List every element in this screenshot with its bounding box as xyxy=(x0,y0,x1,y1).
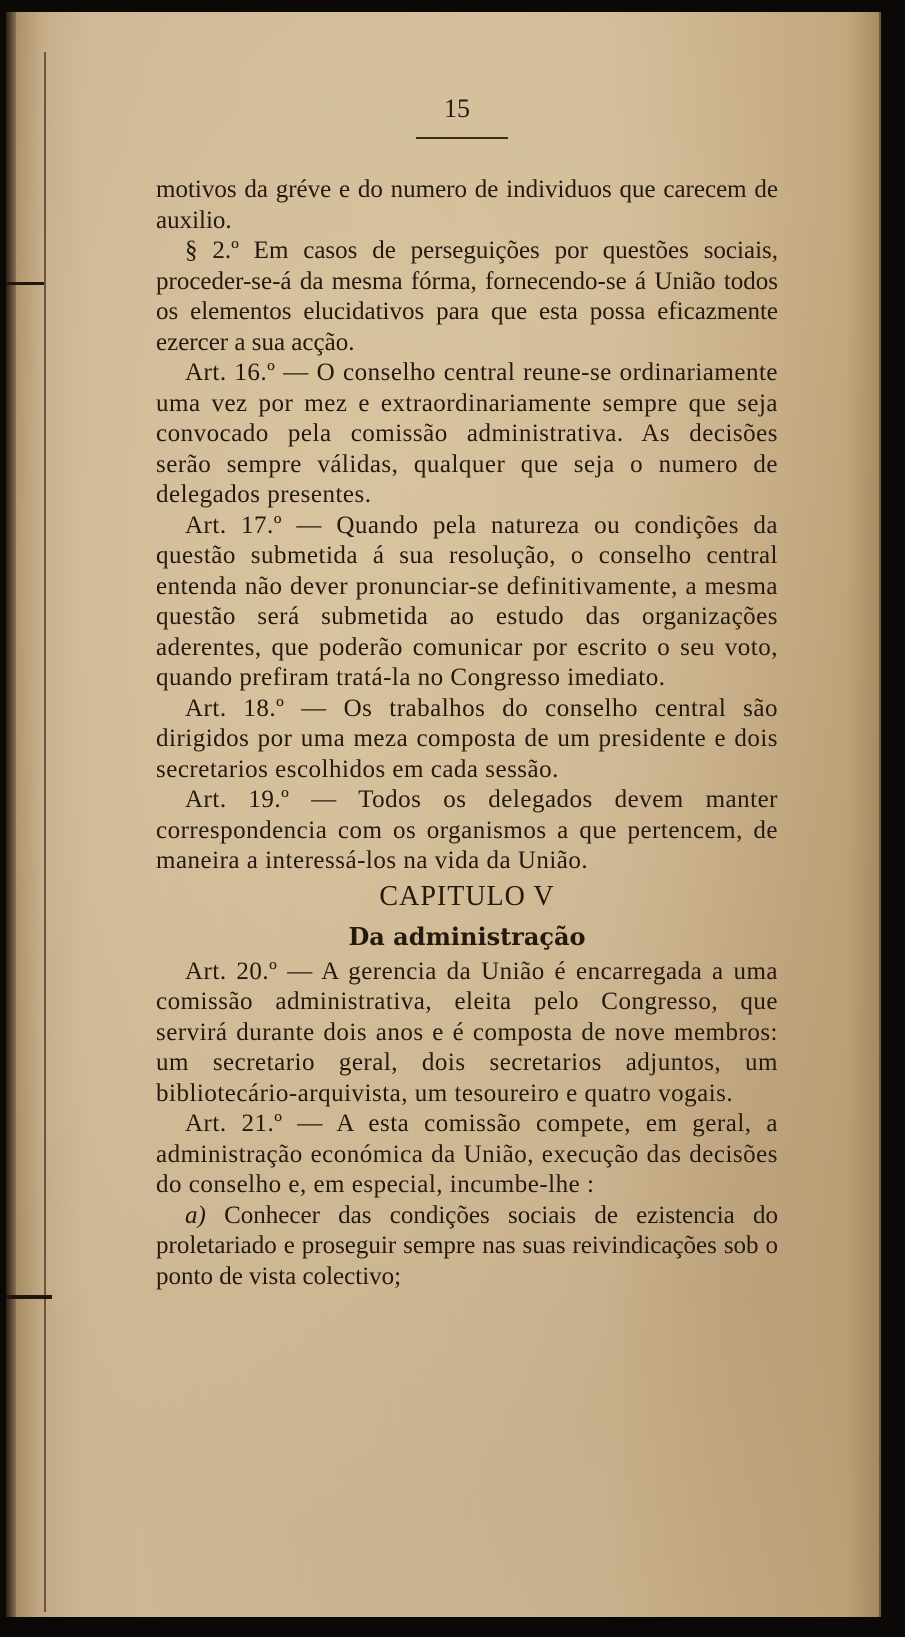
list-item-text: Conhecer das condições sociais de ezistencia do proletariado e proseguir sempre nas suas reivindicações sob o ponto de vista colectivo; xyxy=(156,1201,779,1290)
page-number: 15 xyxy=(444,94,470,123)
article-paragraph: Art. 18.º — Os trabalhos do conselho central são dirigidos por uma meza composta de um presidente e dois secretarios escolhidos em cada sessão. xyxy=(156,694,778,783)
margin-mark xyxy=(6,282,44,285)
article-paragraph: Art. 16.º — O conselho central reune-se ordinariamente uma vez por mez e extraordinariamente sempre que seja convocado pela comissão administrativa. As decisões serão sempre válidas, qualquer que seja o numero de delegados presentes. xyxy=(156,359,778,508)
gutter-line xyxy=(44,52,46,1612)
paper-sheet xyxy=(6,12,881,1617)
paragraph: motivos da gréve e do numero de individuos que carecem de auxilio. xyxy=(156,176,778,234)
article-paragraph: Art. 17.º — Quando pela natureza ou condições da questão submetida á sua resolução, o conselho central entenda não dever pronunciar-se definitivamente, a mesma questão será submetida ao estudo das organizações aderentes, que poderão comunicar por escrito o seu voto, quando prefiram tratá-la no Congresso imediato. xyxy=(156,511,778,691)
article-paragraph: Art. 21.º — A esta comissão compete, em geral, a administração económica da União, execução das decisões do conselho e, em especial, incumbe-lhe : xyxy=(156,1110,778,1198)
body-text xyxy=(156,175,778,1292)
list-item xyxy=(156,1201,778,1293)
paragraph: § 2.º Em casos de perseguições por questões sociais, proceder-se-á da mesma fórma, fornecendo-se á União todos os elementos elucidativos para que esta possa eficazmente ezercer a sua acção. xyxy=(156,237,778,356)
section-heading: Da administração xyxy=(348,921,586,951)
page-number-rule xyxy=(416,137,508,139)
margin-mark xyxy=(6,1295,52,1299)
article-paragraph: Art. 19.º — Todos os delegados devem manter correspondencia com os organismos a que pertencem, de maneira a interessá-los na vida da União. xyxy=(156,786,778,874)
list-item-letter: a) xyxy=(185,1201,206,1229)
chapter-heading: CAPITULO V xyxy=(379,880,555,912)
article-paragraph: Art. 20.º — A gerencia da União é encarregada a uma comissão administrativa, eleita pelo Congresso, que servirá durante dois anos e é composta de nove membros: um secretario geral, dois secretarios adjuntos, um bibliotecário-arquivista, um tesoureiro e quatro vogais. xyxy=(156,957,778,1107)
binding-edge xyxy=(6,12,16,1617)
